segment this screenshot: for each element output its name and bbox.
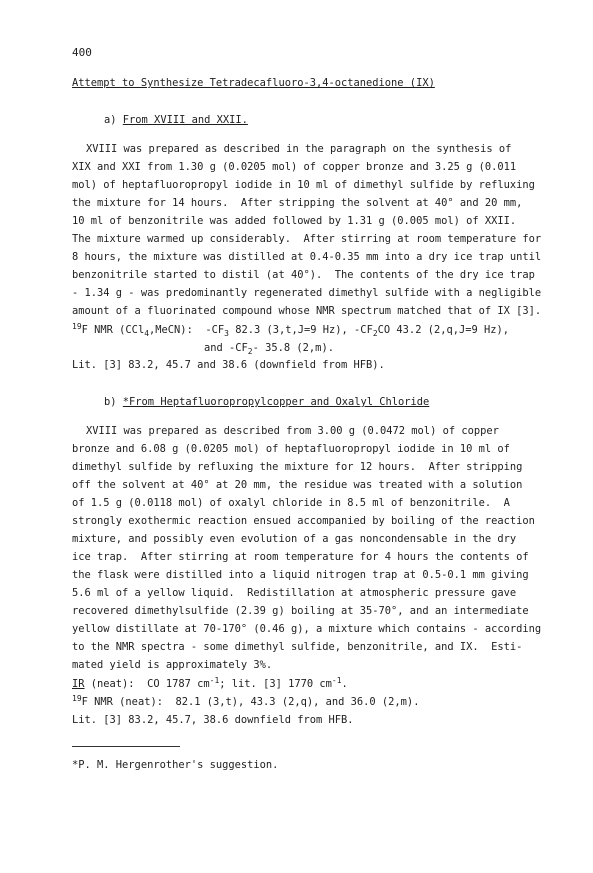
paragraph-line: to the NMR spectra - some dimethyl sulfide, benzonitrile, and IX. Esti- [72, 641, 523, 653]
paragraph-line: - 1.34 g - was predominantly regenerated dimethyl sulfide with a negligible [72, 287, 542, 299]
nmr-data-line-continued: and $-CF_2-$ 35.8 (2,m). [204, 342, 334, 356]
paragraph-line: recovered dimethylsulfide (2.39 g) boiling at 35-70°, and an intermediate [72, 605, 529, 617]
paragraph-line: 10 ml of benzonitrile was added followed by 1.31 g (0.005 mol) of XXII. [72, 215, 517, 227]
paragraph-line: off the solvent at 40° at 20 mm, the residue was treated with a solution [72, 479, 523, 491]
paragraph-line: dimethyl sulfide by refluxing the mixture for 12 hours. After stripping [72, 461, 523, 473]
paragraph-line: the flask were distilled into a liquid nitrogen trap at 0.5-0.1 mm giving [72, 569, 529, 581]
paragraph-line: bronze and 6.08 g (0.0205 mol) of heptafluoropropyl iodide in 10 ml of [72, 443, 510, 455]
paragraph-line: benzonitrile started to distil (at 40°). The contents of the dry ice trap [72, 269, 535, 281]
nmr-data-line: $^{19}$F NMR (neat): 82.1 (3,t), 43.3 (2,q), and 36.0 (2,m). [72, 694, 420, 708]
subsection-a-title: From XVIII and XXII. [122, 114, 248, 126]
subsection-a-heading: a) From XVIII and XXII. [104, 114, 248, 126]
paragraph-line: amount of a fluorinated compound whose NMR spectrum matched that of IX [3]. [72, 305, 542, 317]
footnote-rule [72, 746, 180, 747]
nmr-data-line: $^{19}$F NMR (CCl$_4$,MeCN): $-CF_3$ 82.3 (3,t,J=9 Hz), $-CF_2CO$ 43.2 (2,q,J=9 Hz), [72, 322, 510, 338]
paragraph-line: of 1.5 g (0.0118 mol) of oxalyl chloride in 8.5 ml of benzonitrile. A [72, 497, 510, 509]
paragraph-line: ice trap. After stirring at room temperature for 4 hours the contents of [72, 551, 529, 563]
paragraph-line: mol) of heptafluoropropyl iodide in 10 ml of dimethyl sulfide by refluxing [72, 179, 535, 191]
subsection-b-title: *From Heptafluoropropylcopper and Oxalyl Chloride [122, 396, 430, 408]
footnote: *P. M. Hergenrother's suggestion. [72, 759, 279, 771]
paragraph-line: 5.6 ml of a yellow liquid. Redistillation at atmospheric pressure gave [72, 587, 517, 599]
paragraph-line: XVIII was prepared as described in the paragraph on the synthesis of [86, 143, 512, 155]
literature-line: Lit. [3] 83.2, 45.7 and 38.6 (downfield from HFB). [72, 359, 385, 371]
section-title: Attempt to Synthesize Tetradecafluoro-3,4-octanedione (IX) [72, 77, 435, 89]
ir-data-line: IR (neat): CO 1787 $cm^{-1}$; lit. [3] 1770 $cm^{-1}$. [72, 676, 348, 690]
subsection-b-heading: b) *From Heptafluoropropylcopper and Oxalyl Chloride [104, 396, 430, 408]
paragraph-line: yellow distillate at 70-170° (0.46 g), a mixture which contains - according [72, 623, 542, 635]
paragraph-line: strongly exothermic reaction ensued accompanied by boiling of the reaction [72, 515, 535, 527]
paragraph-line: XIX and XXI from 1.30 g (0.0205 mol) of copper bronze and 3.25 g (0.011 [72, 161, 517, 173]
literature-line: Lit. [3] 83.2, 45.7, 38.6 downfield from HFB. [72, 714, 354, 726]
paragraph-line: XVIII was prepared as described from 3.00 g (0.0472 mol) of copper [86, 425, 499, 437]
page-number: 400 [72, 46, 92, 59]
paragraph-line: mixture, and possibly even evolution of a gas noncondensable in the dry [72, 533, 517, 545]
paragraph-line: 8 hours, the mixture was distilled at 0.4-0.35 mm into a dry ice trap until [72, 251, 542, 263]
paragraph-line: The mixture warmed up considerably. After stirring at room temperature for [72, 233, 542, 245]
paragraph-line: mated yield is approximately 3%. [72, 659, 273, 671]
paragraph-line: the mixture for 14 hours. After stripping the solvent at 40° and 20 mm, [72, 197, 523, 209]
